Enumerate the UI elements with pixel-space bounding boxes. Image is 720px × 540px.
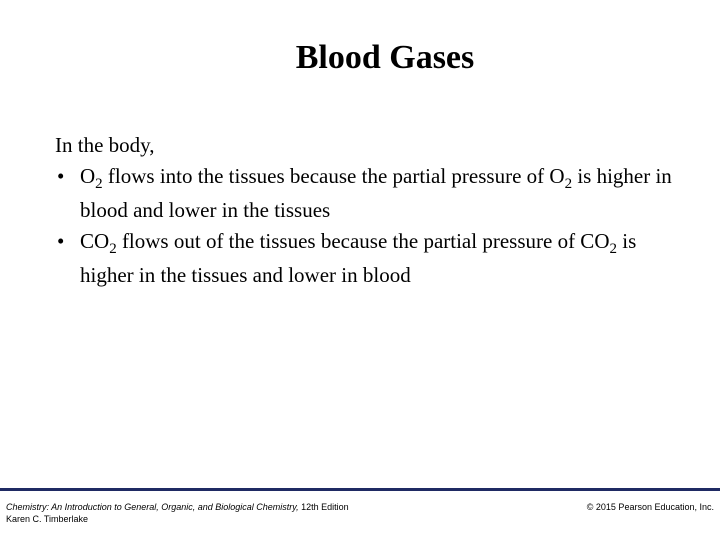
slide-body (55, 130, 695, 291)
subscript: 2 (564, 176, 573, 192)
footer-citation (6, 501, 349, 525)
footer-book-title: Chemistry: An Introduction to General, Organic, and Biological Chemistry, (6, 502, 299, 512)
bullet-text-part: flows into the tissues because the partial pressure of O (102, 164, 565, 188)
bullet-dot-icon: • (57, 229, 65, 253)
footer-book-line (6, 501, 349, 513)
footer-author: Karen C. Timberlake (6, 514, 89, 524)
subscript: 2 (109, 241, 117, 257)
intro-text: In the body, (55, 133, 155, 157)
bullet-item-o2 (55, 161, 695, 226)
bullet-item-co2 (55, 226, 695, 291)
bullet-text-part: O (80, 164, 96, 188)
subscript: 2 (609, 241, 617, 257)
slide-title: Blood Gases (295, 39, 475, 76)
bullet-dot-icon: • (57, 164, 65, 188)
footer-divider (0, 488, 720, 491)
footer-edition: 12th Edition (298, 502, 349, 512)
bullet-text-part: CO (80, 229, 110, 253)
bullet-text-part: flows out of the tissues because the partial pressure of CO (116, 229, 610, 253)
footer-copyright: © 2015 Pearson Education, Inc. (586, 502, 714, 512)
bullet-text-part: is higher in blood and lower in the tissues (80, 164, 672, 222)
subscript: 2 (95, 176, 103, 192)
bullet-text-part: is higher in the tissues and lower in blood (80, 229, 637, 287)
bullet-list (55, 161, 695, 291)
